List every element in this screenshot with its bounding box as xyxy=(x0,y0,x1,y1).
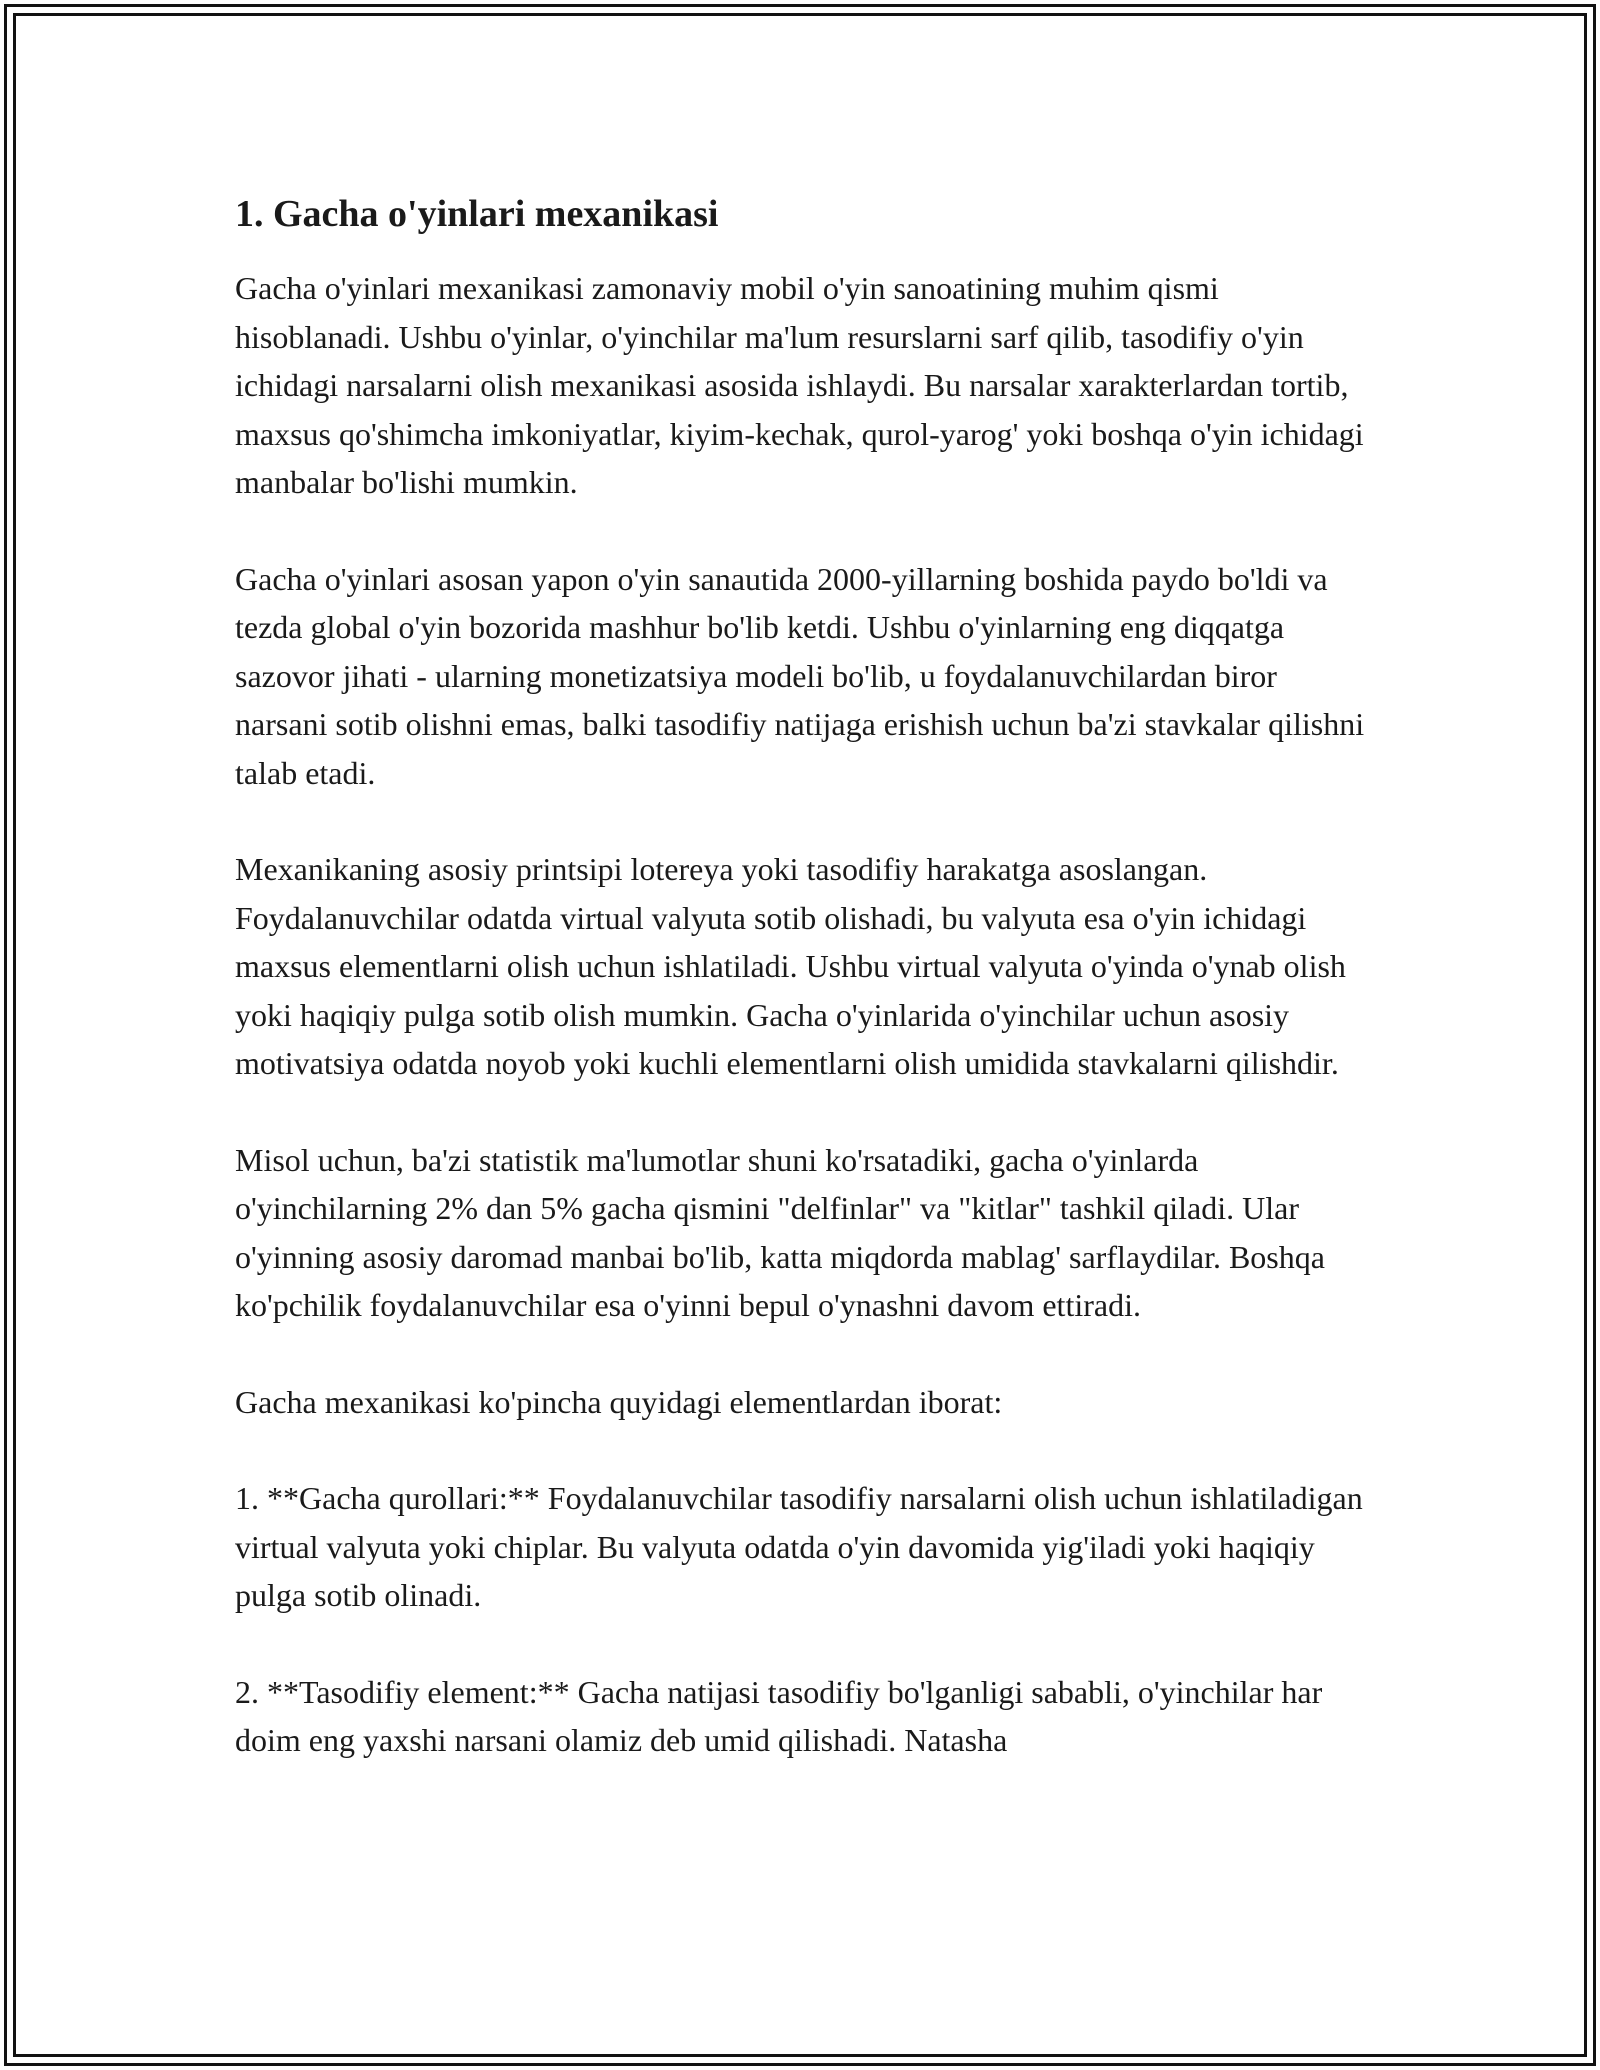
list-item-random-element: 2. **Tasodifiy element:** Gacha natijasi tasodifiy bo'lganligi sababli, o'yinchilar har doim eng yaxshi narsani olamiz deb umid qilishadi. Natasha xyxy=(235,1673,1323,1758)
paragraph-principle: Mexanikaning asosiy printsipi lotereya yoki tasodifiy harakatga asoslangan. Foydalanuvchilar odatda virtual valyuta sotib olishadi, bu valyuta esa o'yin ichidagi maxsus elementlarni olish uchun ishlatiladi. Ushbu virtual valyuta o'yinda o'ynab olish yoki haqiqiy pulga sotib olish mumkin. Gacha o'yinlarida o'yinchilar uchun asosiy motivatsiya odatda noyob yoki kuchli elementlarni olish umidida stavkalarni qilishdir. xyxy=(235,851,1346,1081)
paragraph-statistics: Misol uchun, ba'zi statistik ma'lumotlar shuni ko'rsatadiki, gacha o'yinlarda o'yinchilarning 2% dan 5% gacha qismini "delfinlar" va "kitlar" tashkil qiladi. Ular o'yinning asosiy daromad manbai bo'lib, katta miqdorda mablag' sarflaydilar. Boshqa ko'pchilik foydalanuvchilar esa o'yinni bepul o'ynashni davom ettiradi. xyxy=(235,1141,1325,1323)
paragraph-elements-intro: Gacha mexanikasi ko'pincha quyidagi elementlardan iborat: xyxy=(235,1383,1003,1420)
paragraph-history: Gacha o'yinlari asosan yapon o'yin sanautida 2000-yillarning boshida paydo bo'ldi va tezda global o'yin bozorida mashhur bo'lib ketdi. Ushbu o'yinlarning eng diqqatga sazovor jihati - ularning monetizatsiya modeli bo'lib, u foydalanuvchilardan biror narsani sotib olishni emas, balki tasodifiy natijaga erishish uchun ba'zi stavkalar qilishni talab etadi. xyxy=(235,560,1365,791)
document-body xyxy=(235,186,1370,1813)
list-item-gacha-currency: 1. **Gacha qurollari:** Foydalanuvchilar tasodifiy narsalarni olish uchun ishlatiladigan virtual valyuta yoki chiplar. Bu valyuta odatda o'yin davomida yig'iladi yoki haqiqiy pulga sotib olinadi. xyxy=(235,1480,1363,1613)
paragraph-intro: Gacha o'yinlari mexanikasi zamonaviy mobil o'yin sanoatining muhim qismi hisoblanadi. Ushbu o'yinlar, o'yinchilar ma'lum resurslarni sarf qilib, tasodifiy o'yin ichidagi narsalarni olish mexanikasi asosida ishlaydi. Bu narsalar xarakterlardan tortib, maxsus qo'shimcha imkoniyatlar, kiyim-kechak, qurol-yarog' yoki boshqa o'yin ichidagi manbalar bo'lishi mumkin. xyxy=(235,270,1364,500)
section-heading: 1. Gacha o'yinlari mexanikasi xyxy=(235,193,719,235)
